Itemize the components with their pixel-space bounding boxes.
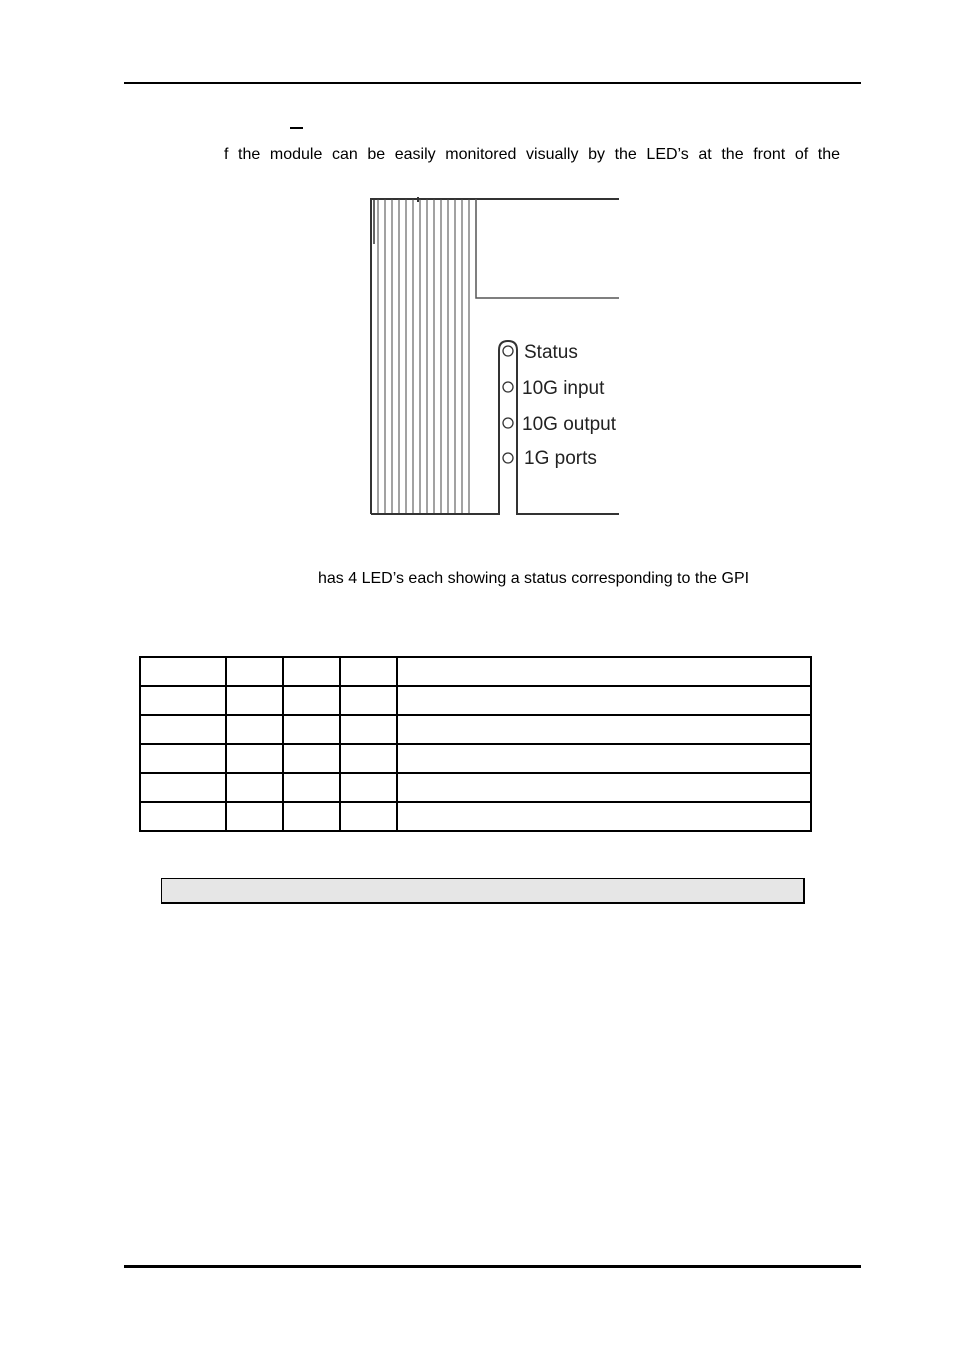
- table-cell: [226, 686, 283, 715]
- table-row: [140, 802, 811, 831]
- table-cell: [140, 773, 226, 802]
- vent-slats: [378, 199, 469, 514]
- table-cell: [340, 773, 397, 802]
- led-label-10g-output: 10G output: [522, 414, 617, 435]
- table-cell: [283, 686, 340, 715]
- heading-dash: [290, 127, 303, 129]
- module-box: [476, 199, 619, 298]
- table-cell: [397, 773, 811, 802]
- 10g-output-led-icon: [503, 418, 513, 428]
- footer-rule: [124, 1265, 861, 1268]
- table-cell: [397, 715, 811, 744]
- table-cell: [397, 802, 811, 831]
- table-cell: [397, 686, 811, 715]
- table-cell: [283, 802, 340, 831]
- table-row: [140, 715, 811, 744]
- table-cell: [283, 657, 340, 686]
- table-cell: [340, 802, 397, 831]
- table-cell: [140, 657, 226, 686]
- caption-box: [161, 878, 805, 904]
- led-label-status: Status: [524, 342, 578, 363]
- table-cell: [226, 744, 283, 773]
- table-cell: [283, 715, 340, 744]
- leds-description: has 4 LED’s each showing a status corresponding to the GPI: [318, 570, 750, 587]
- front-panel-diagram: [364, 192, 624, 522]
- table-cell: [226, 802, 283, 831]
- table-cell: [340, 715, 397, 744]
- table-cell: [283, 773, 340, 802]
- table-cell: [340, 686, 397, 715]
- led-label-10g-input: 10G input: [522, 378, 605, 399]
- table-row: [140, 686, 811, 715]
- table-cell: [140, 686, 226, 715]
- table-cell: [140, 802, 226, 831]
- status-led-icon: [503, 346, 513, 356]
- table-row: [140, 657, 811, 686]
- 10g-input-led-icon: [503, 382, 513, 392]
- table-row: [140, 744, 811, 773]
- intro-paragraph: f the module can be easily monitored visually by the LED’s at the front of the: [224, 146, 840, 163]
- table-row: [140, 773, 811, 802]
- header-rule: [124, 82, 861, 84]
- table-cell: [226, 715, 283, 744]
- table-cell: [397, 657, 811, 686]
- table-cell: [340, 744, 397, 773]
- table-cell: [226, 773, 283, 802]
- led-status-table: [139, 656, 812, 832]
- table-cell: [283, 744, 340, 773]
- table-cell: [226, 657, 283, 686]
- table-cell: [140, 744, 226, 773]
- 1g-ports-led-icon: [503, 453, 513, 463]
- table-cell: [140, 715, 226, 744]
- led-label-1g-ports: 1G ports: [524, 448, 597, 469]
- table-cell: [397, 744, 811, 773]
- table-cell: [340, 657, 397, 686]
